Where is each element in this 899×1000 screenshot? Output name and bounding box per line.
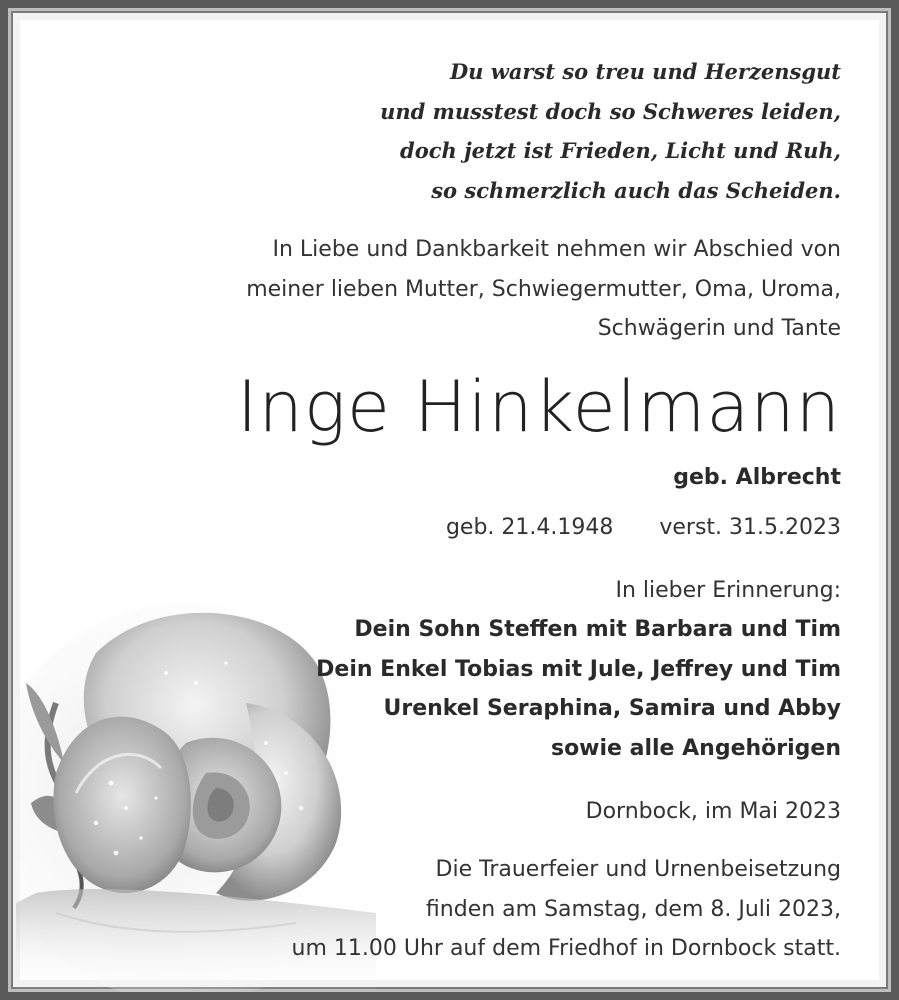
deceased-name: Inge Hinkelmann [236,366,841,448]
family-line: Dein Enkel Tobias mit Jule, Jeffrey und Tim [316,656,841,682]
birth-date: geb. 21.4.1948 [445,515,614,540]
intro-line: In Liebe und Dankbarkeit nehmen wir Abschied von [272,237,841,262]
poem-line: und musstest doch so Schweres leiden, [380,98,841,124]
funeral-line: Die Trauerfeier und Urnenbeisetzung [435,857,841,882]
family-line: Dein Sohn Steffen mit Barbara und Tim [354,617,841,642]
farewell-intro [246,230,841,349]
funeral-line: um 11.00 Uhr auf dem Friedhof in Dornbock statt. [291,936,841,961]
funeral-line: finden am Samstag, dem 8. Juli 2023, [425,896,841,922]
memory-heading: In lieber Erinnerung: [615,578,841,603]
intro-line: meiner lieben Mutter, Schwiegermutter, Oma, Uroma, [246,276,841,302]
life-dates [446,510,841,546]
family-list [316,610,841,768]
maiden-name: geb. Albrecht [673,465,841,490]
family-line: Urenkel Seraphina, Samira und Abby [383,696,841,721]
poem-line: doch jetzt ist Frieden, Licht und Ruh, [400,138,841,163]
place-date: Dornbock, im Mai 2023 [585,799,841,824]
family-line: sowie alle Angehörigen [550,735,841,761]
intro-line: Schwägerin und Tante [597,316,841,341]
death-date: verst. 31.5.2023 [659,515,841,540]
poem-line: Du warst so treu und Herzensgut [449,59,841,84]
memorial-poem [380,52,841,210]
obituary-text [41,8,841,1000]
poem-line: so schmerzlich auch das Scheiden. [431,177,841,203]
funeral-info [292,850,841,969]
